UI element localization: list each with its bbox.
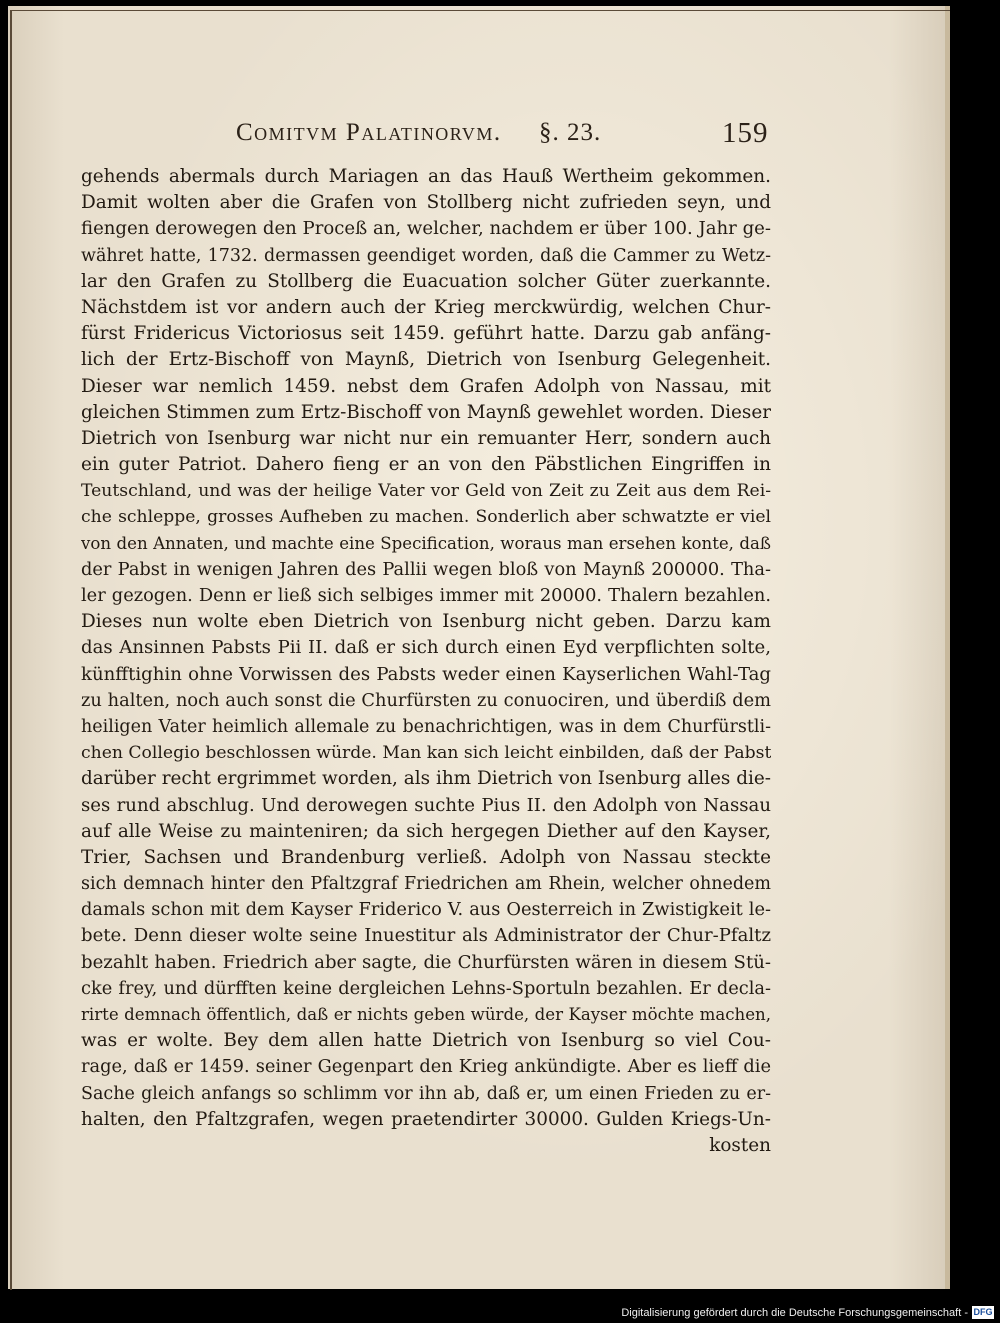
text-line: künfftighin ohne Vorwissen des Pabsts weder einen Kayserlichen Wahl-Tag bbox=[81, 663, 771, 685]
text-line: rage, daß er 1459. seiner Gegenpart den Krieg ankündigte. Aber es lieff die bbox=[81, 1056, 771, 1078]
text-line: Dieser war nemlich 1459. nebst dem Grafen Adolph von Nassau, mit bbox=[81, 375, 771, 397]
body-text bbox=[81, 164, 771, 1159]
text-line: rirte demnach öffentlich, daß er nichts geben würde, der Kayser möchte machen, bbox=[81, 1005, 771, 1024]
text-line: fürst Fridericus Victoriosus seit 1459. geführt hatte. Darzu gab anfäng- bbox=[81, 323, 771, 345]
text-line: lich der Ertz-Bischoff von Maynß, Dietrich von Isenburg Gelegenheit. bbox=[81, 349, 771, 371]
text-line: was er wolte. Bey dem allen hatte Dietrich von Isenburg so viel Cou- bbox=[81, 1030, 771, 1052]
text-line: Sache gleich anfangs so schlimm vor ihn ab, daß er, um einen Frieden zu er- bbox=[81, 1083, 771, 1104]
text-line: ein guter Patriot. Dahero fieng er an von den Päbstlichen Eingriffen in bbox=[81, 454, 771, 476]
text-line: zu halten, noch auch sonst die Churfürsten zu conuociren, und überdiß dem bbox=[81, 689, 771, 711]
dfg-logo: DFG bbox=[973, 1307, 993, 1317]
text-line: gleichen Stimmen zum Ertz-Bischoff von Maynß gewehlet worden. Dieser bbox=[81, 401, 771, 423]
page-number: 159 bbox=[722, 117, 769, 149]
text-line: ses rund abschlug. Und derowegen suchte Pius II. den Adolph von Nassau bbox=[81, 794, 771, 816]
text-line: lar den Grafen zu Stollberg die Euacuation solcher Güter zuerkannte. bbox=[81, 270, 771, 292]
text-line: chen Collegio beschlossen würde. Man kan sich leicht einbilden, daß der Pabst bbox=[81, 743, 771, 764]
text-line: ler gezogen. Denn er ließ sich selbiges immer mit 20000. Thalern bezahlen. bbox=[81, 585, 771, 606]
text-line: kosten bbox=[709, 1134, 771, 1156]
text-line: Trier, Sachsen und Brandenburg verließ. Adolph von Nassau steckte bbox=[81, 846, 771, 868]
text-line: fiengen derowegen den Proceß an, welcher, nachdem er über 100. Jahr ge- bbox=[81, 218, 771, 240]
text-line: heiligen Vater heimlich allemale zu benachrichtigen, was in dem Churfürstli- bbox=[81, 716, 771, 737]
text-line: halten, den Pfaltzgrafen, wegen praetendirter 30000. Gulden Kriegs-Un- bbox=[81, 1108, 771, 1130]
text-line: sich demnach hinter den Pfaltzgraf Friedrichen am Rhein, welcher ohnedem bbox=[81, 874, 771, 895]
text-line: währet hatte, 1732. dermassen geendiget worden, daß die Cammer zu Wetz- bbox=[81, 245, 771, 266]
text-line: damals schon mit dem Kayser Friderico V. aus Oesterreich in Zwistigkeit le- bbox=[81, 899, 771, 921]
running-head-title: Comitvm Palatinorvm. bbox=[236, 119, 502, 146]
text-line: Teutschland, und was der heilige Vater vor Geld von Zeit zu Zeit aus dem Rei- bbox=[81, 481, 771, 502]
section-number: §. 23. bbox=[539, 119, 602, 146]
text-line: bezahlt haben. Friedrich aber sagte, die Churfürsten wären in diesem Stü- bbox=[81, 951, 771, 973]
text-line: darüber recht ergrimmet worden, als ihm Dietrich von Isenburg alles die- bbox=[81, 768, 771, 790]
text-line: auf alle Weise zu mainteniren; da sich hergegen Diether auf den Kayser, bbox=[81, 820, 771, 842]
text-line: Dietrich von Isenburg war nicht nur ein remuanter Herr, sondern auch bbox=[81, 427, 771, 449]
text-line: cke frey, und dürfften keine dergleichen Lehns-Sportuln bezahlen. Er decla- bbox=[81, 977, 771, 999]
text-line: Nächstdem ist vor andern auch der Krieg merckwürdig, welchen Chur- bbox=[81, 296, 771, 318]
text-line: von den Annaten, und machte eine Specification, woraus man ersehen konte, daß bbox=[81, 533, 771, 553]
funding-credit: Digitalisierung gefördert durch die Deutsche Forschungsgemeinschaft - bbox=[621, 1307, 968, 1319]
text-line: gehends abermals durch Mariagen an das Hauß Wertheim gekommen. bbox=[81, 166, 771, 187]
running-head bbox=[236, 119, 776, 147]
text-line: che schleppe, grosses Aufheben zu machen. Sonderlich aber schwatzte er viel bbox=[81, 507, 771, 528]
text-line: Dieses nun wolte eben Dietrich von Isenburg nicht geben. Darzu kam bbox=[81, 611, 771, 633]
text-line: bete. Denn dieser wolte seine Inuestitur als Administrator der Chur-Pfaltz bbox=[81, 925, 771, 947]
text-line: das Ansinnen Pabsts Pii II. daß er sich durch einen Eyd verpflichten solte, bbox=[81, 637, 771, 659]
text-line: der Pabst in wenigen Jahren des Pallii wegen bloß von Maynß 200000. Tha- bbox=[81, 558, 771, 580]
book-page bbox=[8, 6, 950, 1289]
text-line: Damit wolten aber die Grafen von Stollberg nicht zufrieden seyn, und bbox=[81, 192, 771, 214]
